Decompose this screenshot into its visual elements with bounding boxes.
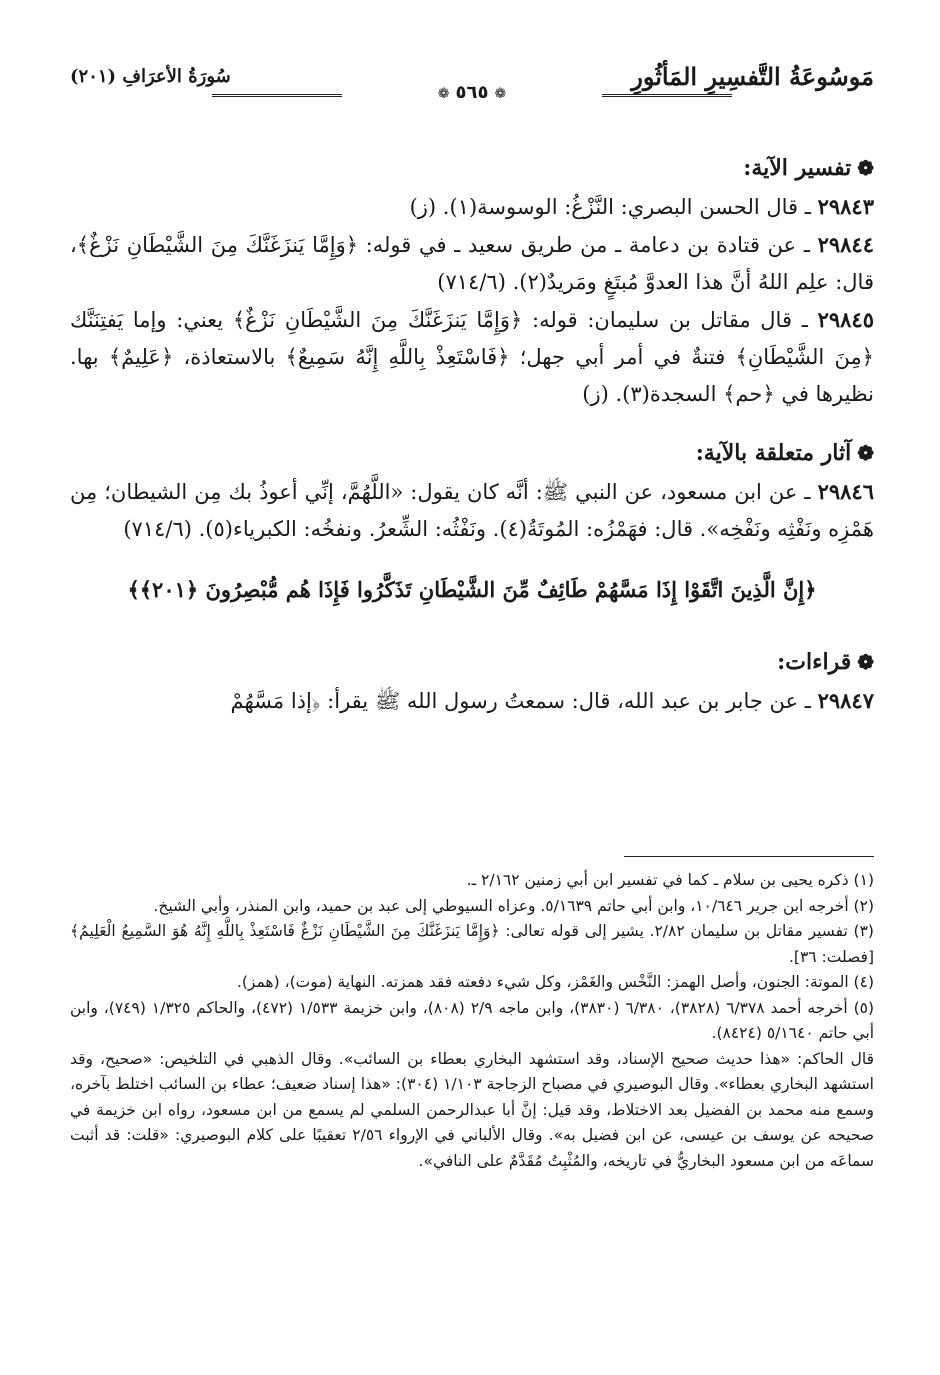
ornament-icon: ❁ (437, 86, 450, 102)
narration-29847 (70, 682, 874, 720)
section-heading-label: قراءات: (777, 649, 852, 675)
flower-icon: ❁ (857, 441, 874, 465)
narration-number: ٢٩٨٤٤ (817, 232, 874, 257)
book-title: مَوسُوعَةُ التَّفسِيرِ المَأثُورِ (631, 62, 874, 91)
surah-label: سُورَةُ الأعرَافِ (٢٠١) (70, 66, 231, 87)
page-number-band (212, 84, 732, 106)
narration-text: ـ عن ابن مسعود، عن النبي ﷺ: أنَّه كان يقول: «اللَّهُمَّ، إنِّي أعوذُ بك مِن الشيطان؛ مِن هَمْزِه ونَفْثِه ونَفْخِه». قال: فهَمْزُه: المُوتَةُ(٤). ونَفْثُه: الشِّعرُ. ونفخُه: الكبرياء(٥). (٧١٤/٦) (70, 480, 874, 541)
section-heading-label: تفسير الآية: (743, 155, 852, 181)
ornament-icon: ❁ (494, 86, 507, 102)
narration-number: ٢٩٨٤٥ (817, 307, 874, 332)
footnote-3: (٣) تفسير مقاتل بن سليمان ٢/٨٢. يشير إلى قوله تعالى: ﴿وَإِمَّا يَنزَغَنَّكَ مِنَ الشَّيْطَانِ نَزْغٌ فَاسْتَعِذْ بِاللَّهِ إِنَّهُ هُوَ السَّمِيعُ الْعَلِيمُ﴾ [فصلت: ٣٦]. (70, 922, 874, 966)
narration-29845 (70, 301, 874, 413)
page-number: ٥٦٥ (455, 82, 489, 103)
header-rule-left (212, 94, 342, 97)
narration-number: ٢٩٨٤٦ (817, 479, 874, 504)
section-heading-tafsir (70, 148, 874, 188)
footnote-5-continued: قال الحاكم: «هذا حديث صحيح الإسناد، وقد استشهد البخاري بعطاء بن السائب». وقال الذهبي في التلخيص: «صحيح، وقد استشهد البخاري بعطاء». وقال البوصيري في مصباح الزجاجة ١/١٠٣ (٣٠٤): «هذا إسناد ضعيف؛ عطاء بن السائب اختلط بآخره، وسمع منه محمد بن الفضيل بعد الاختلاط، وقد قيل: إنَّ أبا عبدالرحمن السلمي لم يسمع من ابن مسعود، رواه ابن خزيمة في صحيحه عن يوسف بن عيسى، عن ابن فضيل به». وقال الألباني في الإرواء ٢/٥٦ تعقيبًا على كلام البوصيري: «قلت: قد أثبت سماعَه من ابن مسعود البخاريُّ في تاريخه، والمُثْبِتُ مُقَدَّمٌ على النافي». (70, 1049, 874, 1170)
narration-text: ـ عن قتادة بن دعامة ـ من طريق سعيد ـ في قوله: ﴿وَإِمَّا يَنزَغَنَّكَ مِنَ الشَّيْطَانِ نَزْغٌ﴾، قال: علِم اللهُ أنَّ هذا العدوَّ مُبتَغٍ ومَريدٌ(٢). (٧١٤/٦) (70, 233, 874, 294)
main-text (70, 148, 874, 720)
section-heading-label: آثار متعلقة بالآية: (695, 440, 852, 466)
section-heading-qiraat (70, 642, 874, 682)
footnote-4: (٤) الموتة: الجنون، وأصل الهمز: النَّخْس والغَمْز، وكل شيء دفعته فقد همزته. النهاية (موت)، (همز). (236, 973, 874, 991)
header-rule-right (602, 94, 732, 97)
narration-29843 (70, 188, 874, 226)
narration-number: ٢٩٨٤٧ (817, 688, 874, 713)
narration-text: ـ قال مقاتل بن سليمان: قوله: ﴿وَإِمَّا يَنزَغَنَّكَ مِنَ الشَّيْطَانِ نَزْغٌ﴾ يعني: وإما يَفتِنَنَّك ﴿مِنَ الشَّيْطَانِ﴾ فتنةٌ في أمر أبي جهل؛ ﴿فَاسْتَعِذْ بِاللَّهِ إِنَّهُ سَمِيعٌ﴾ بالاستعاذة، ﴿عَلِيمٌ﴾ بها. نظيرها في ﴿حم﴾ السجدة(٣). (ز) (70, 308, 874, 406)
footnote-5: (٥) أخرجه أحمد ٦/٣٧٨ (٣٨٢٨)، ٦/٣٨٠ (٣٨٣٠)، وابن ماجه ٢/٩ (٨٠٨)، وابن خزيمة ١/٥٣٣ (٤٧٢)، والحاكم ١/٣٢٥ (٧٤٩)، وابن أبي حاتم ٥/١٦٤٠ (٨٤٢٤). (70, 998, 875, 1042)
section-heading-athar (70, 433, 874, 473)
narration-29846 (70, 473, 874, 548)
narration-29844 (70, 226, 874, 301)
quran-ayah-201: ﴿إِنَّ الَّذِينَ اتَّقَوْا إِذَا مَسَّهُمْ طَائِفٌ مِّنَ الشَّيْطَانِ تَذَكَّرُوا فَإِذَا هُم مُّبْصِرُونَ ﴿٢٠١﴾﴾ (127, 577, 817, 602)
flower-icon: ❁ (857, 156, 874, 180)
footnotes (70, 868, 874, 1174)
page-header (70, 58, 874, 104)
footnote-1: (١) ذكره يحيى بن سلام ـ كما في تفسير ابن أبي زمنين ٢/١٦٢ ـ. (466, 871, 874, 889)
narration-number: ٢٩٨٤٣ (817, 194, 874, 219)
footnote-2: (٢) أخرجه ابن جرير ١٠/٦٤٦، وابن أبي حاتم ٥/١٦٣٩. وعزاه السيوطي إلى عبد بن حميد، وابن المنذر، وأبي الشيخ. (153, 896, 874, 915)
narration-text: ـ قال الحسن البصري: النَّزْغُ: الوسوسة(١). (ز) (409, 195, 811, 219)
footnote-separator (624, 856, 874, 857)
flower-icon: ❁ (857, 650, 874, 674)
page-number-group (432, 82, 512, 103)
narration-text: ـ عن جابر بن عبد الله، قال: سمعتُ رسول الله ﷺ يقرأ: ﴿إذا مَسَّهُمْ (230, 689, 811, 713)
